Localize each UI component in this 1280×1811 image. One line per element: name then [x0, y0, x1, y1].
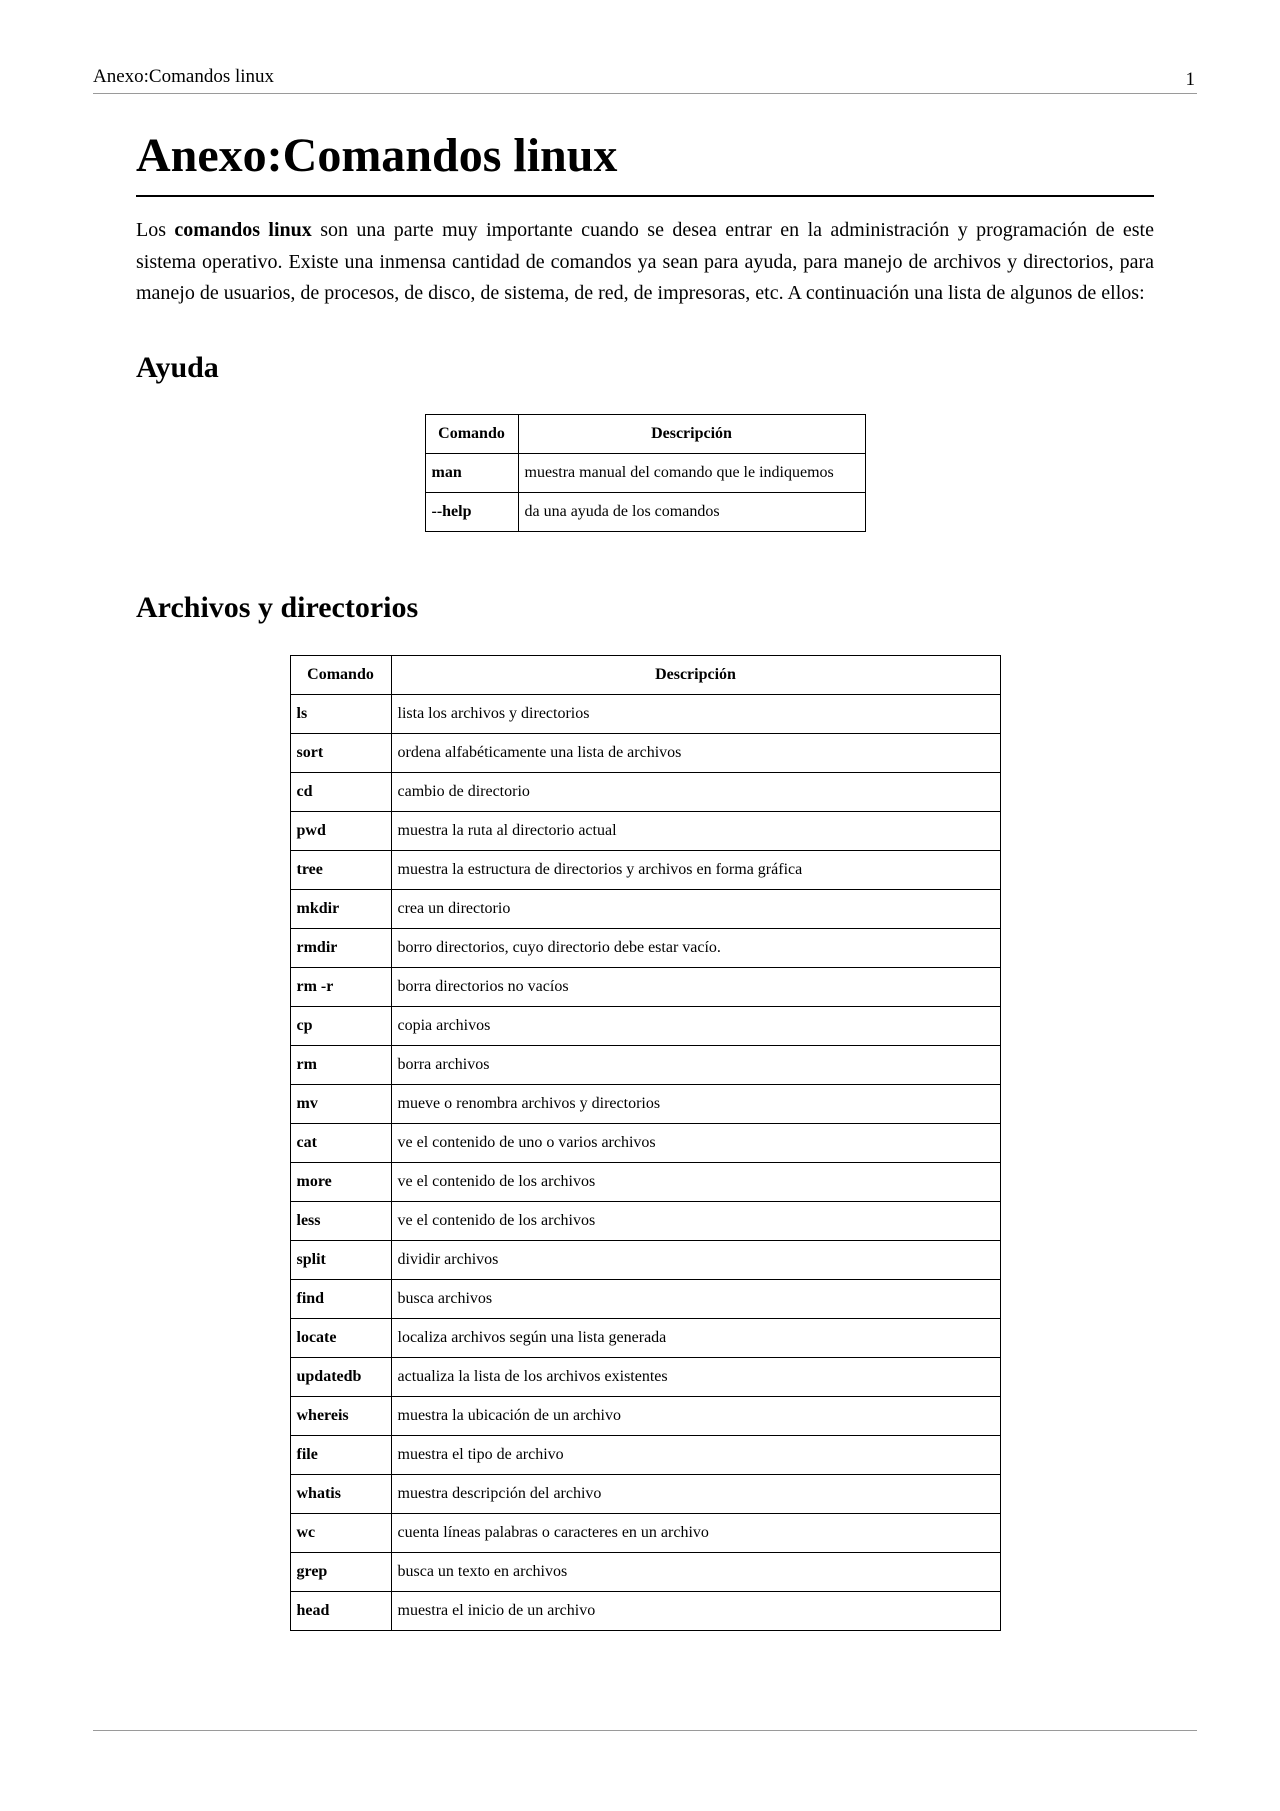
description-cell: actualiza la lista de los archivos existentes — [391, 1357, 1000, 1396]
table-row — [290, 1513, 1000, 1552]
command-cell: rmdir — [290, 928, 391, 967]
table-row — [290, 1240, 1000, 1279]
table-row — [290, 1552, 1000, 1591]
table-row — [290, 1123, 1000, 1162]
table-row — [290, 1201, 1000, 1240]
command-cell: mv — [290, 1084, 391, 1123]
description-cell: cambio de directorio — [391, 772, 1000, 811]
command-cell: cd — [290, 772, 391, 811]
table-row — [290, 1045, 1000, 1084]
description-cell: busca archivos — [391, 1279, 1000, 1318]
description-cell: localiza archivos según una lista generada — [391, 1318, 1000, 1357]
table-row — [290, 1318, 1000, 1357]
page-number: 1 — [1185, 69, 1195, 90]
command-cell: wc — [290, 1513, 391, 1552]
column-header-comando: Comando — [290, 655, 391, 694]
description-cell: cuenta líneas palabras o caracteres en un archivo — [391, 1513, 1000, 1552]
description-cell: mueve o renombra archivos y directorios — [391, 1084, 1000, 1123]
archivos-table-body — [290, 694, 1000, 1630]
command-cell: sort — [290, 733, 391, 772]
footer-rule — [93, 1730, 1197, 1731]
article-content — [136, 120, 1154, 1631]
table-row — [290, 850, 1000, 889]
description-cell: muestra el tipo de archivo — [391, 1435, 1000, 1474]
column-header-descripcion: Descripción — [391, 655, 1000, 694]
command-cell: head — [290, 1591, 391, 1630]
command-cell: split — [290, 1240, 391, 1279]
table-row — [290, 1474, 1000, 1513]
table-row — [290, 733, 1000, 772]
command-cell: find — [290, 1279, 391, 1318]
section-heading-archivos: Archivos y directorios — [136, 590, 419, 624]
table-row — [290, 1084, 1000, 1123]
table-row — [290, 811, 1000, 850]
command-cell: cat — [290, 1123, 391, 1162]
description-cell: muestra manual del comando que le indiquemos — [518, 453, 865, 492]
table-row — [290, 694, 1000, 733]
description-cell: da una ayuda de los comandos — [518, 492, 865, 531]
description-cell: borra archivos — [391, 1045, 1000, 1084]
command-cell: tree — [290, 850, 391, 889]
table-row — [290, 1006, 1000, 1045]
command-cell: rm — [290, 1045, 391, 1084]
archivos-table — [290, 655, 1001, 1631]
page-title: Anexo:Comandos linux — [136, 120, 1154, 197]
table-row — [425, 492, 865, 531]
description-cell: lista los archivos y directorios — [391, 694, 1000, 733]
command-cell: cp — [290, 1006, 391, 1045]
table-row — [290, 1396, 1000, 1435]
description-cell: ve el contenido de los archivos — [391, 1201, 1000, 1240]
table-row — [290, 1591, 1000, 1630]
intro-rest: son una parte muy importante cuando se desea entrar en la administración y programación de este sistema operativo. Existe una inmensa cantidad de comandos ya sean para ayuda, para manejo de archivos y directorios, para manejo de usuarios, de procesos, de disco, de sistema, de red, de impresoras, etc. A continuación una lista de algunos de ellos: — [136, 219, 1154, 304]
description-cell: ordena alfabéticamente una lista de archivos — [391, 733, 1000, 772]
command-cell: locate — [290, 1318, 391, 1357]
description-cell: muestra el inicio de un archivo — [391, 1591, 1000, 1630]
command-cell: man — [425, 453, 518, 492]
table-row — [290, 928, 1000, 967]
table-row — [290, 889, 1000, 928]
ayuda-table-body — [425, 453, 865, 531]
table-row — [290, 1279, 1000, 1318]
command-cell: rm -r — [290, 967, 391, 1006]
column-header-comando: Comando — [425, 414, 518, 453]
table-row — [290, 967, 1000, 1006]
command-cell: whereis — [290, 1396, 391, 1435]
intro-bold-term: comandos linux — [174, 219, 312, 241]
description-cell: muestra la ubicación de un archivo — [391, 1396, 1000, 1435]
table-row — [290, 1435, 1000, 1474]
ayuda-table — [425, 414, 866, 532]
command-cell: updatedb — [290, 1357, 391, 1396]
description-cell: ve el contenido de los archivos — [391, 1162, 1000, 1201]
table-header-row — [425, 414, 865, 453]
command-cell: whatis — [290, 1474, 391, 1513]
command-cell: ls — [290, 694, 391, 733]
description-cell: borro directorios, cuyo directorio debe estar vacío. — [391, 928, 1000, 967]
description-cell: ve el contenido de uno o varios archivos — [391, 1123, 1000, 1162]
command-cell: less — [290, 1201, 391, 1240]
section-heading-ayuda: Ayuda — [136, 350, 219, 384]
description-cell: busca un texto en archivos — [391, 1552, 1000, 1591]
description-cell: muestra descripción del archivo — [391, 1474, 1000, 1513]
column-header-descripcion: Descripción — [518, 414, 865, 453]
table-row — [290, 772, 1000, 811]
description-cell: muestra la ruta al directorio actual — [391, 811, 1000, 850]
intro-lead: Los — [136, 219, 175, 241]
description-cell: copia archivos — [391, 1006, 1000, 1045]
table-row — [425, 453, 865, 492]
description-cell: borra directorios no vacíos — [391, 967, 1000, 1006]
table-header-row — [290, 655, 1000, 694]
running-header — [93, 66, 1197, 94]
description-cell: muestra la estructura de directorios y archivos en forma gráfica — [391, 850, 1000, 889]
command-cell: grep — [290, 1552, 391, 1591]
command-cell: file — [290, 1435, 391, 1474]
table-row — [290, 1357, 1000, 1396]
description-cell: crea un directorio — [391, 889, 1000, 928]
command-cell: mkdir — [290, 889, 391, 928]
running-title: Anexo:Comandos linux — [93, 66, 275, 87]
description-cell: dividir archivos — [391, 1240, 1000, 1279]
command-cell: more — [290, 1162, 391, 1201]
table-row — [290, 1162, 1000, 1201]
command-cell: --help — [425, 492, 518, 531]
intro-paragraph — [136, 215, 1154, 310]
command-cell: pwd — [290, 811, 391, 850]
